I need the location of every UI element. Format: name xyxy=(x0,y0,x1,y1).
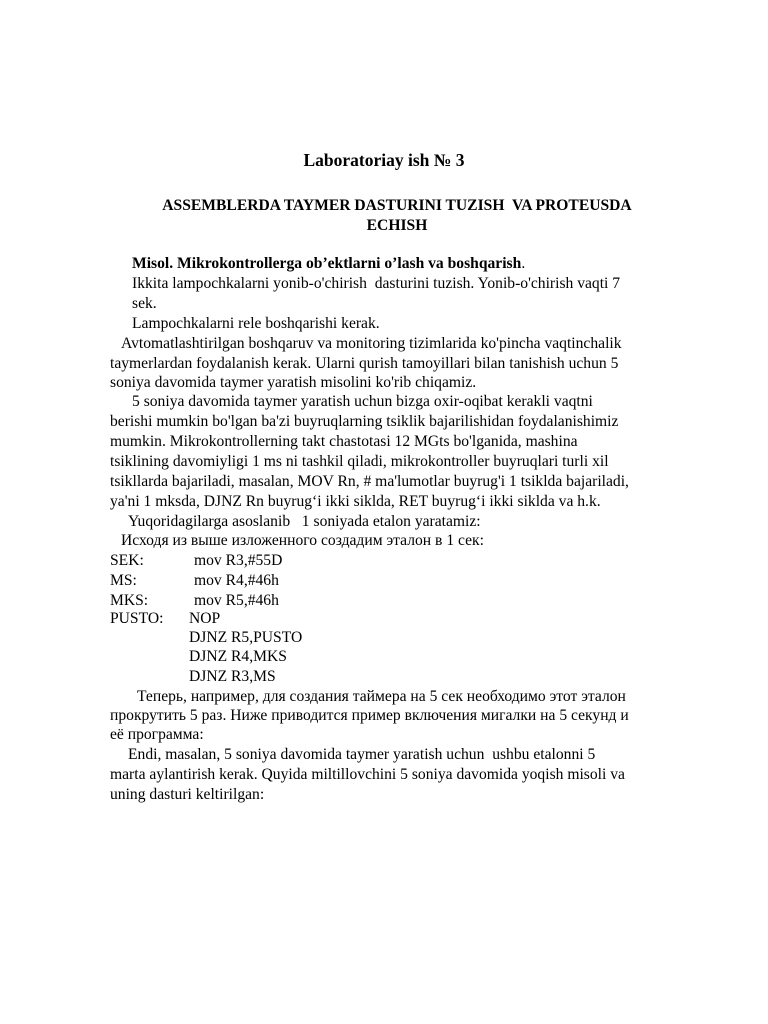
text-line: её программа: xyxy=(110,726,204,743)
example-bold-text: Misol. Mikrokontrollerga ob’ektlarni o’lash va boshqarish xyxy=(132,255,522,272)
code-instruction: mov R5,#46h xyxy=(194,592,279,609)
code-instruction: DJNZ R4,MKS xyxy=(189,648,287,665)
example-heading xyxy=(132,254,525,273)
code-instruction: mov R4,#46h xyxy=(194,572,279,589)
code-label: MS: xyxy=(110,572,137,589)
section-heading-line-2: ECHISH xyxy=(366,217,428,234)
text-line: прокрутить 5 раз. Ниже приводится пример включения мигалки на 5 секунд и xyxy=(110,707,629,724)
example-tail-text: . xyxy=(521,255,526,272)
code-instruction: DJNZ R5,PUSTO xyxy=(189,629,303,646)
text-line: Ikkita lampochkalarni yonib-o'chirish dasturini tuzish. Yonib-o'chirish vaqti 7 xyxy=(132,275,621,292)
code-instruction: DJNZ R3,MS xyxy=(189,668,276,685)
text-line: taymerlardan foydalanish kerak. Ularni qurish tamoyillari bilan tanishish uchun 5 xyxy=(110,355,619,372)
text-line: 5 soniya davomida taymer yaratish uchun bizga oxir-oqibat kerakli vaqtni xyxy=(132,393,593,410)
page-title: Laboratoriay ish № 3 xyxy=(303,150,465,170)
text-line: Теперь, например, для создания таймера на 5 сек необходимо этот эталон xyxy=(137,688,626,705)
text-line: Avtomatlashtirilgan boshqaruv va monitoring tizimlarida ko'pincha vaqtinchalik xyxy=(121,335,622,352)
text-line: Yuqoridagilarga asoslanib 1 soniyada etalon yaratamiz: xyxy=(128,513,481,530)
code-label: PUSTO: xyxy=(110,610,164,627)
text-line: Endi, masalan, 5 soniya davomida taymer yaratish uchun ushbu etalonni 5 xyxy=(128,746,596,763)
text-line: ya'ni 1 mksda, DJNZ Rn buyrug‘i ikki siklda, RET buyrug‘i ikki siklda va h.k. xyxy=(110,493,601,510)
text-line: soniya davomida taymer yaratish misolini ko'rib chiqamiz. xyxy=(110,374,477,391)
text-line: Исходя из выше изложенного создадим эталон в 1 сек: xyxy=(121,532,484,549)
code-label: SEK: xyxy=(110,552,144,569)
text-line: tsikllarda bajariladi, masalan, MOV Rn, # ma'lumotlar buyrug'i 1 tsiklda bajariladi, xyxy=(110,473,629,490)
text-line: sek. xyxy=(132,295,157,312)
text-line: marta aylantirish kerak. Quyida miltillovchini 5 soniya davomida yoqish misoli va xyxy=(110,766,625,783)
text-line: uning dasturi keltirilgan: xyxy=(110,786,265,803)
text-line: berishi mumkin bo'lgan ba'zi buyruqlarning tsiklik bajarilishidan foydalanishimiz xyxy=(110,413,619,430)
code-instruction: mov R3,#55D xyxy=(194,552,283,569)
section-heading-line-1: ASSEMBLERDA TAYMER DASTURINI TUZISH VA PROTEUSDA xyxy=(162,197,632,214)
text-line: mumkin. Mikrokontrollerning takt chastotasi 12 MGts bo'lganida, mashina xyxy=(110,433,578,450)
text-line: Lampochkalarni rele boshqarishi kerak. xyxy=(132,315,380,332)
code-label: MKS: xyxy=(110,592,149,609)
code-instruction: NOP xyxy=(189,610,221,627)
text-line: tsiklining davomiyligi 1 ms ni tashkil qiladi, mikrokontroller buyruqlari turli xil xyxy=(110,453,609,470)
